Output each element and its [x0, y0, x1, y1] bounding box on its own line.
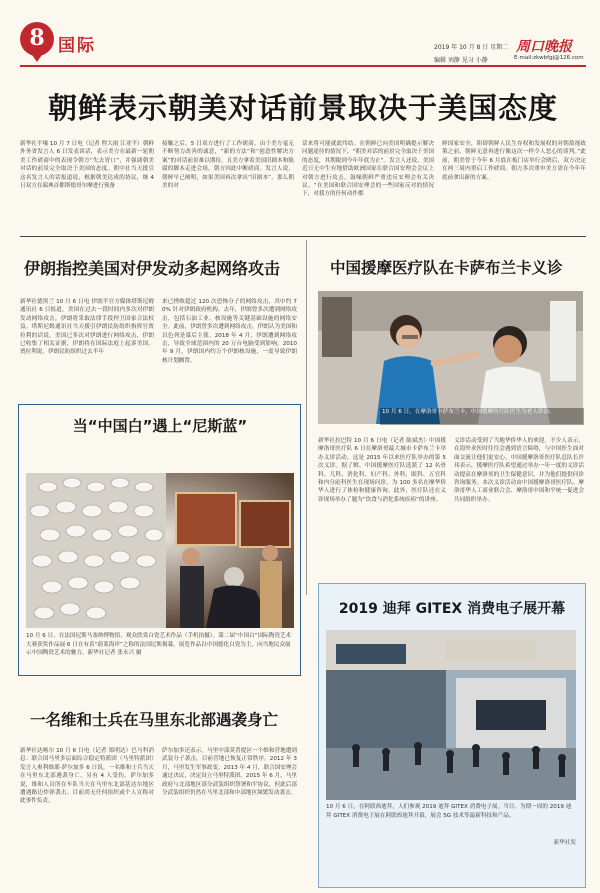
peacekeeper-title: 一名维和士兵在马里东北部遇袭身亡 [30, 711, 279, 729]
gitex-exhibition-photo [326, 630, 576, 800]
peacekeeper-col2: 萨尔加多还表示，马里中部莫普提区一个维和营地遭到武装分子袭击，目前营地已恢复正常秩序。2012 年 3 月，马里发生军事政变。2013 年 4 月，联合国安理会通过决议，决定设立马里特派团。2015 年 6 月，马里政府与北部地区部分武装组织签署和平协议，但此后部分武装组织仍然在马里北部和中部地区频繁发动袭击。 [162, 748, 297, 797]
lead-article-col3: 话来将可能就此终结。在朝鲜已向美国明确提示解决问题途径的情况下，“朝美对话的前景完全取决于美国的态度，其期限到今年年底为止”。发言人还说，美国近日无中生有地借助欧洲国家在联合国安理会会议上对朝方进行攻击，鼓噪朝鲜严重违反安理会有关决议。“在美国和联合国安理会的一些国家反对的情况下，对我方的任何动作都 [302, 141, 434, 198]
lead-article-col2: 接触之后，5 日双方进行了工作磋商。由于美方毫无不断努力改善的诚意，“新的方法”和“创意性解决方案”的对话前景难以期待，且美方拿着美国旧剧本和陈腐的脚本走进会场，朝方因此中断磋商。发言人说，朝鲜早已阐明，如果美国再次拿出“旧剧本”，那么朝美的对 [162, 141, 294, 190]
iran-article-col1: 新华社德黑兰 10 月 6 日电 伊朗半官方媒体塔斯尼姆通讯社 6 日报道，美国在过去一段时间内多次对伊朗发动网络攻击，伊朗将采取法律手段捍卫国家合法权益。塔斯尼姆通讯社当天援引伊朗民防组织指挥官贾拉利的话说，美国已多次对伊朗进行网络攻击，伊朗已收集了相关证据，伊朗将在国际法庭上起诉美国。贾拉利说，伊朗民防组织过去半年 [20, 299, 154, 356]
page-number-pointer [30, 52, 44, 62]
china-white-caption: 10 月 6 日，在法国尼斯马塞纳博物馆，观众欣赏白瓷艺术作品（手机拍摄）。第二届“中国白”国际陶瓷艺术大赛获奖作品展 6 日在有着“蔚蓝海岸”之称的法国尼斯揭幕，展览作品以中国德化白瓷为主，向当地民众展示中国陶瓷艺术的魅力。新华社记者 张永兴 摄 [26, 633, 292, 657]
medical-col1: 新华社拉巴特 10 月 6 日电（记者 陈斌杰）中国援摩洛哥医疗队 6 日在摩洛哥最大城市卡萨布兰卡举办义诊活动，这是 2015 年以来医疗队举办的第 5 次义诊。据了解，中国援摩医疗队选派了 12 名骨科、儿科、消化科、妇产科、外科、眼科、五官科和内分泌科医生在现场问诊，为 100 多名在摩华侨华人进行了体检和健康咨询。此外，医疗队还在义诊现场举办了题为“饮食与消化系统疾病”的讲座。 [318, 438, 446, 503]
medical-title: 中国援摩医疗队在卡萨布兰卡义诊 [330, 259, 563, 277]
medical-photo-art [318, 291, 583, 424]
gitex-credit: 新华社发 [553, 840, 576, 846]
lead-article-col4: 鲜国家安全，阻碍朝鲜人民生存权和发展权的对朝敌视政策之前，朝鲜无意再进行像这次一样令人恶心的谈判。”此前，朝美曾于今年 6 月底在板门店举行会晤后，双方决定在两三周内重启工作磋商。朝方多次重申美方需在今年年底前拿出新的方案。 [442, 141, 586, 181]
gitex-title: 2019 迪拜 GITEX 消费电子展开幕 [338, 601, 566, 617]
header-date: 2019 年 10 月 8 日 星期二 [434, 44, 509, 51]
lead-article-col1: 新华社平壤 10 月 7 日电（记者 程大雨 江亚平）朝鲜外务省发言人 6 日发表谈话，表示美方在最新一轮朝美工作磋商中的表现令朝方“失去胃口”，并强调朝美对话的前景完全取决于美国的态度。朝中社当天援引这名发言人的话报道说，根据朝美达成的协议，继 4 日双方在瑞典首都斯德哥尔摩进行预备 [20, 141, 154, 190]
gitex-photo-art [326, 630, 576, 800]
medical-photo-caption: 10 月 6 日，在摩洛哥卡萨布兰卡，中国援摩医疗队医生为老人诊治。 [380, 408, 584, 425]
peacekeeper-col1: 新华社达喀尔 10 月 6 日电（记者 郑明达）巴马科消息：联合国马里多层面综合稳定特派团（马里特派团）发言人奥利维耶·萨尔加多 6 日说，一名维和士兵当天在马里东北部遇袭身亡，另有 4 人受伤。萨尔加多说，维和人员所在车队当天在马里东北部基达尔地区遭遇路边炸弹袭击。目前尚无任何组织或个人宣称对此事件负责。 [20, 748, 154, 805]
china-white-title: 当“中国白”遇上“尼斯蓝” [72, 417, 248, 435]
section-name: 国际 [58, 36, 96, 56]
header-email: E-mail:zkwbfgj@126.com [514, 55, 584, 61]
main-headline: 朝鲜表示朝美对话前景取决于美国态度 [47, 91, 558, 125]
header-rule [20, 65, 586, 67]
medical-col2: 义诊活动受到了当地华侨华人的欢迎。不少人表示，在海外求医时往往会遇到语言障碍，与中国医生面对面交流让他们更安心。中国援摩洛哥医疗队总队长许玮表示，援摩医疗队希望通过举办一年一度的义诊活动提高在摩洛哥的卫生保健意识，并为他们提供问诊咨询服务。本次义诊活动由中国援摩洛哥医疗队、摩洛哥华人工商业联合会、摩洛哥中国和平统一促进会共同组织举办。 [454, 438, 584, 503]
lead-bottom-rule [20, 236, 586, 237]
column-divider [306, 240, 307, 595]
iran-article-col2: 来已挫败超过 120 次恐怖分子的网络攻击，其中约 70% 针对伊朗政府机构。去年，伊朗曾多次遭到网络攻击，包括石油工业、核设施等关键基础设施的网络安全。此前，伊朗曾多次遭到网络攻击，伊朗认为美国和以色列是幕后主使。2018 年 4 月，伊朗遭到网络攻击，导致全球范围内的 20 万台电脑受到影响。2010 年 9 月，伊朗国内约万个伊朗核设施，一度导致伊朗核计划搁置。 [162, 299, 297, 364]
page-number-badge [20, 22, 54, 56]
porcelain-exhibit-photo [26, 473, 294, 628]
page-number: 8 [29, 25, 45, 51]
porcelain-photo-art [26, 473, 294, 628]
gitex-caption: 10 月 6 日，在阿联酋迪拜，人们参观 2019 迪拜 GITEX 消费电子展。当日，为期一周的 2019 迪拜 GITEX 消费电子展在阿联酋迪拜开幕，展会 5G 技术等最新科技和产品。 [326, 804, 572, 819]
header-editor: 编辑 刘静 见习 小静 [434, 57, 488, 64]
medical-photo [318, 291, 583, 424]
masthead-logo: 周口晚报 [516, 39, 572, 55]
iran-article-title: 伊朗指控美国对伊发动多起网络攻击 [24, 259, 281, 278]
